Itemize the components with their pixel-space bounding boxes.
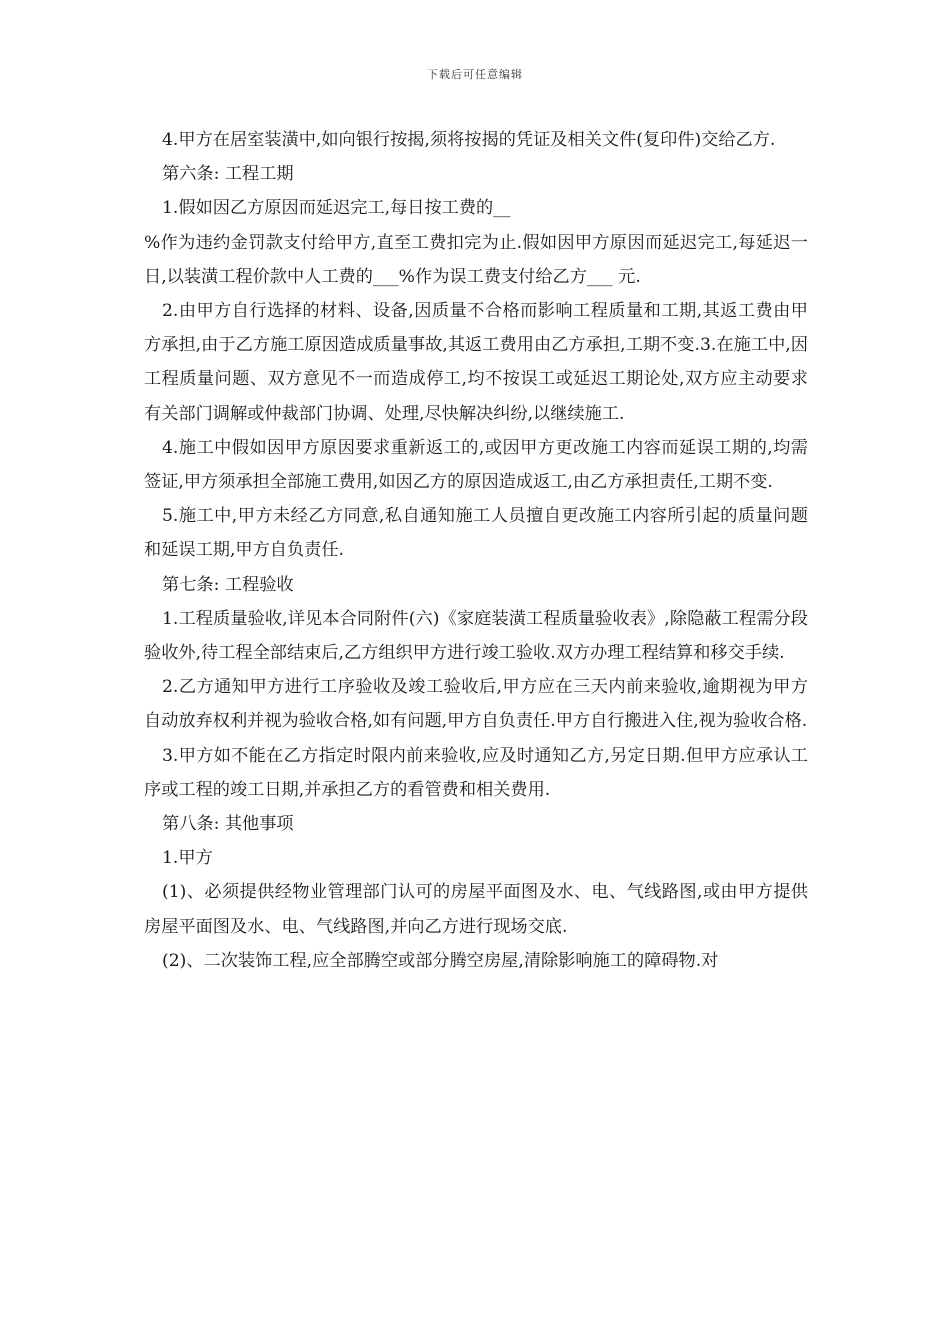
paragraph-item: 1.假如因乙方原因而延迟完工,每日按工费的__ [162, 198, 511, 219]
paragraph-item: (1)、必须提供经物业管理部门认可的房屋平面图及水、电、气线路图,或由甲方提供房屋平面图及水、电、气线路图,并向乙方进行现场交底. [144, 882, 808, 937]
paragraph-item: 5.施工中,甲方未经乙方同意,私自通知施工人员擅自更改施工内容所引起的质量问题和延误工期,甲方自负责任. [144, 506, 808, 561]
paragraph-item: 1.工程质量验收,详见本合同附件(六)《家庭装潢工程质量验收表》,除隐蔽工程需分段验收外,待工程全部结束后,乙方组织甲方进行竣工验收.双方办理工程结算和移交手续. [144, 608, 808, 664]
page-header: 下载后可任意编辑 [427, 68, 523, 81]
paragraph-item: 4.甲方在居室装潢中,如向银行按揭,须将按揭的凭证及相关文件(复印件)交给乙方. [162, 130, 776, 150]
section-heading: 第七条: 工程验收 [162, 574, 294, 595]
document-body [144, 123, 808, 978]
section-heading: 第八条: 其他事项 [162, 814, 294, 835]
paragraph-item: 2.由甲方自行选择的材料、设备,因质量不合格而影响工程质量和工期,其返工费由甲方承担,由于乙方施工原因造成质量事故,其返工费用由乙方承担,工期不变.3.在施工中,因工程质量问题、双方意见不一而造成停工,均不按误工或延迟工期论处,双方应主动要求有关部门调解或仲裁部门协调、处理,尽快解决纠纷,以继续施工. [144, 301, 808, 424]
paragraph-item: 2.乙方通知甲方进行工序验收及竣工验收后,甲方应在三天内前来验收,逾期视为甲方自动放弃权利并视为验收合格,如有问题,甲方自负责任.甲方自行搬进入住,视为验收合格. [144, 677, 808, 732]
paragraph-item: 1.甲方 [162, 848, 213, 869]
paragraph-item: (2)、二次装饰工程,应全部腾空或部分腾空房屋,清除影响施工的障碍物.对 [162, 950, 719, 971]
paragraph-item: 4.施工中假如因甲方原因要求重新返工的,或因甲方更改施工内容而延误工期的,均需签证,甲方须承担全部施工费用,如因乙方的原因造成返工,由乙方承担责任,工期不变. [144, 437, 808, 493]
paragraph-item: 3.甲方如不能在乙方指定时限内前来验收,应及时通知乙方,另定日期.但甲方应承认工序或工程的竣工日期,并承担乙方的看管费和相关费用. [144, 745, 808, 800]
paragraph-item: %作为违约金罚款支付给甲方,直至工费扣完为止.假如因甲方原因而延迟完工,每延迟一日,以装潢工程价款中人工费的___%作为误工费支付给乙方___ 元. [144, 232, 808, 287]
section-heading: 第六条: 工程工期 [162, 164, 294, 185]
